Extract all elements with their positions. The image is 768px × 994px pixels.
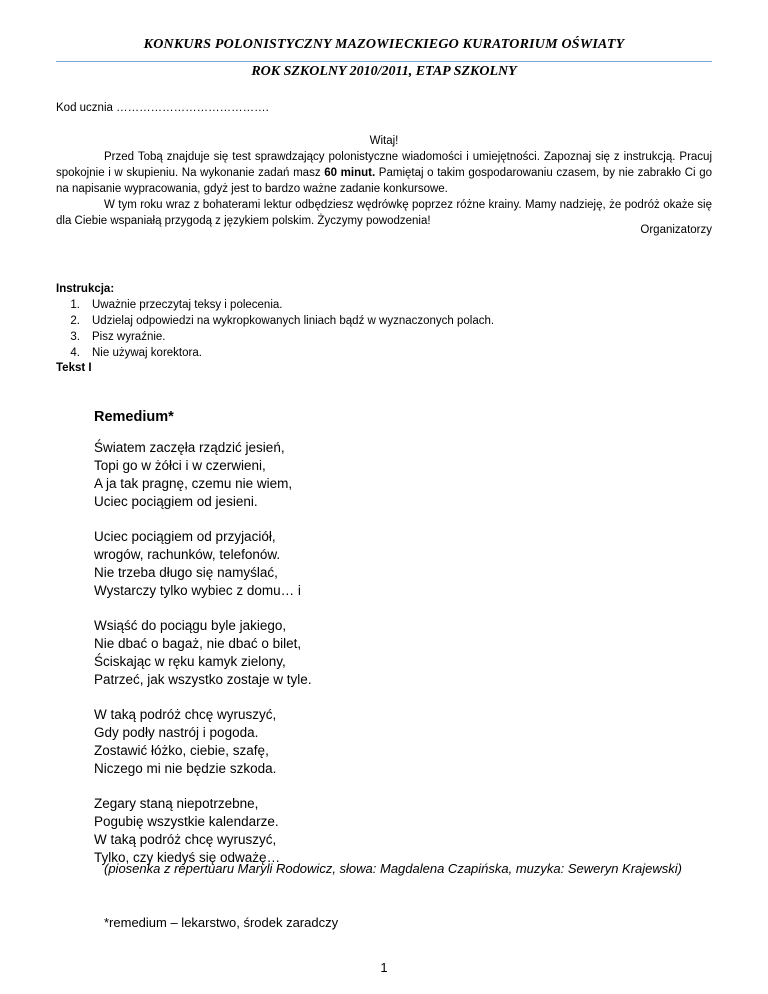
page-number: 1 <box>380 960 388 975</box>
poem-line: A ja tak pragnę, czemu nie wiem, <box>94 476 293 491</box>
poem-line: Światem zaczęła rządzić jesień, <box>94 440 285 455</box>
poem-line: Wystarczy tylko wybiec z domu… i <box>94 583 301 598</box>
poem-line: Nie dbać o bagaż, nie dbać o bilet, <box>94 636 302 651</box>
signature: Organizatorzy <box>640 224 712 236</box>
intro-paragraph-1 <box>56 149 712 197</box>
poem-line: wrogów, rachunków, telefonów. <box>94 547 281 562</box>
contest-title: KONKURS POLONISTYCZNY MAZOWIECKIEGO KURATORIUM OŚWIATY <box>143 37 625 52</box>
poem <box>94 408 312 884</box>
poem-line: Uciec pociągiem od jesieni. <box>94 494 258 509</box>
poem-stanza <box>94 617 312 689</box>
poem-line: Niczego mi nie będzie szkoda. <box>94 761 277 776</box>
header-divider <box>56 61 712 62</box>
instruction-item: 4. Nie używaj korektora. <box>70 347 202 359</box>
instructions-list <box>56 297 494 361</box>
intro-p1-start: Przed Tobą znajduje się test sprawdzający polonistyczne wiadomości i umiejętności. Zapoznaj się z instrukcją. Pracuj spokojnie i w skupieniu. Na wykonanie zadań masz <box>56 151 712 179</box>
poem-line: W taką podróż chcę wyruszyć, <box>94 707 277 722</box>
instruction-item: 1. Uważnie przeczytaj teksy i polecenia. <box>70 299 283 311</box>
poem-line: Pogubię wszystkie kalendarze. <box>94 814 279 829</box>
intro-p1-end: Pamiętaj o takim gospodarowaniu czasem, by nie zabrakło Ci go na napisanie wypracowania, gdyż jest to bardzo ważne zadanie konkursowe. <box>56 167 713 195</box>
school-year-title: ROK SZKOLNY 2010/2011, ETAP SZKOLNY <box>251 64 517 79</box>
instructions-title: Instrukcja: <box>56 283 115 295</box>
poem-stanza <box>94 795 312 867</box>
poem-line: Ściskając w ręku kamyk zielony, <box>94 654 286 669</box>
student-code-line: Kod ucznia …………………………………. <box>56 102 269 114</box>
poem-line: Zostawić łóżko, ciebie, szafę, <box>94 743 269 758</box>
greeting: Witaj! <box>369 135 399 147</box>
poem-line: Nie trzeba długo się namyślać, <box>94 565 278 580</box>
intro-paragraph-2: W tym roku wraz z bohaterami lektur odbędziesz wędrówkę poprzez różne krainy. Mamy nadzieję, że podróż okaże się dla Ciebie wspaniałą przygodą z językiem polskim. Życzymy powodzenia! <box>56 199 712 227</box>
instruction-item: 2. Udzielaj odpowiedzi na wykropkowanych liniach bądź w wyznaczonych polach. <box>70 315 495 327</box>
poem-line: Topi go w żółci i w czerwieni, <box>94 458 266 473</box>
poem-line: Uciec pociągiem od przyjaciół, <box>94 529 276 544</box>
poem-stanza <box>94 439 312 511</box>
poem-stanza <box>94 528 312 600</box>
poem-line: Wsiąść do pociągu byle jakiego, <box>94 618 287 633</box>
poem-stanza <box>94 706 312 778</box>
time-limit: 60 minut. <box>324 167 376 179</box>
instruction-item: 3. Pisz wyraźnie. <box>70 331 166 343</box>
text-section-label: Tekst I <box>56 362 92 374</box>
poem-line: Gdy podły nastrój i pogoda. <box>94 725 259 740</box>
poem-line: W taką podróż chcę wyruszyć, <box>94 832 277 847</box>
poem-source: (piosenka z repertuaru Maryli Rodowicz, słowa: Magdalena Czapińska, muzyka: Seweryn Krajewski) <box>104 861 683 876</box>
poem-line: Tylko, czy kiedyś się odważę… <box>94 850 281 865</box>
poem-title: Remedium* <box>94 409 174 425</box>
footnote: *remedium – lekarstwo, środek zaradczy <box>104 915 339 930</box>
poem-line: Patrzeć, jak wszystko zostaje w tyle. <box>94 672 312 687</box>
intro-text <box>56 149 712 229</box>
poem-line: Zegary staną niepotrzebne, <box>94 796 259 811</box>
